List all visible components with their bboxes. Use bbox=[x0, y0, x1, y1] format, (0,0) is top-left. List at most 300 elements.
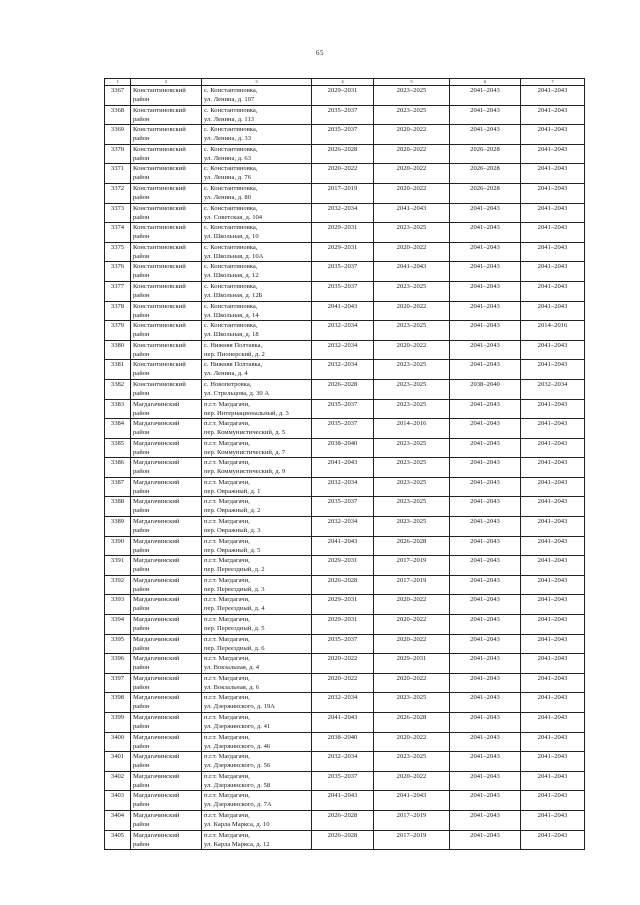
address-line: п.г.т. Магдагачи, bbox=[204, 811, 250, 819]
address-line: пер. Переездный, д. 5 bbox=[204, 625, 265, 633]
address-cell bbox=[202, 477, 312, 497]
period-column-7-cell: 2041–2043 bbox=[521, 497, 585, 517]
district-cell bbox=[131, 125, 202, 145]
table-row bbox=[105, 379, 585, 399]
table-row bbox=[105, 595, 585, 615]
row-number-cell: 3401 bbox=[105, 752, 131, 772]
address-line: ул. Ленина, д. 113 bbox=[204, 115, 255, 123]
district-line: район bbox=[133, 448, 150, 456]
address-cell bbox=[202, 536, 312, 556]
address-line: п.г.т. Магдагачи, bbox=[204, 596, 250, 604]
district-line: район bbox=[133, 233, 150, 241]
table-row bbox=[105, 458, 585, 478]
row-number-cell: 3379 bbox=[105, 321, 131, 341]
district-cell bbox=[131, 556, 202, 576]
address-cell bbox=[202, 242, 312, 262]
district-line: район bbox=[133, 644, 150, 652]
district-cell bbox=[131, 105, 202, 125]
district-cell bbox=[131, 360, 202, 380]
table-row bbox=[105, 634, 585, 654]
period-column-4-cell: 2020–2022 bbox=[312, 673, 374, 693]
address-line: ул. Ленина, д. 33 bbox=[204, 135, 252, 143]
district-line: Магдагачинский bbox=[133, 714, 180, 721]
period-column-7-cell: 2041–2043 bbox=[521, 223, 585, 243]
period-column-6-cell: 2041–2043 bbox=[450, 575, 521, 595]
period-column-6-cell: 2041–2043 bbox=[450, 497, 521, 517]
address-line: с. Константиновка, bbox=[204, 184, 258, 192]
district-cell bbox=[131, 791, 202, 811]
period-column-4-cell: 2029–2031 bbox=[312, 615, 374, 635]
row-number-cell: 3382 bbox=[105, 379, 131, 399]
district-cell bbox=[131, 419, 202, 439]
district-line: Константиновский bbox=[133, 224, 186, 232]
period-column-5-cell: 2041–2043 bbox=[374, 203, 450, 223]
address-cell bbox=[202, 262, 312, 282]
address-line: с. Нижняя Полтавка, bbox=[204, 341, 263, 349]
period-column-6-cell: 2041–2043 bbox=[450, 223, 521, 243]
district-line: Константиновский bbox=[133, 165, 186, 173]
period-column-4-cell: 2035–2037 bbox=[312, 399, 374, 419]
address-cell bbox=[202, 673, 312, 693]
period-column-4-cell: 2032–2034 bbox=[312, 693, 374, 713]
address-cell bbox=[202, 810, 312, 830]
period-column-6-cell: 2041–2043 bbox=[450, 595, 521, 615]
period-column-7-cell: 2041–2043 bbox=[521, 830, 585, 850]
period-column-6-cell: 2041–2043 bbox=[450, 438, 521, 458]
table-row bbox=[105, 654, 585, 674]
district-cell bbox=[131, 810, 202, 830]
district-line: Магдагачинский bbox=[133, 478, 180, 486]
period-column-5-cell: 2023–2025 bbox=[374, 438, 450, 458]
period-column-5-cell: 2020–2022 bbox=[374, 242, 450, 262]
district-line: район bbox=[133, 154, 150, 162]
district-cell bbox=[131, 615, 202, 635]
address-line: с. Константиновка, bbox=[204, 126, 258, 134]
address-cell bbox=[202, 281, 312, 301]
address-cell bbox=[202, 360, 312, 380]
row-number-cell: 3396 bbox=[105, 654, 131, 674]
district-line: район bbox=[133, 487, 150, 495]
period-column-4-cell: 2020–2022 bbox=[312, 164, 374, 184]
district-line: Магдагачинский bbox=[133, 674, 180, 682]
district-cell bbox=[131, 458, 202, 478]
table-row bbox=[105, 125, 585, 145]
period-column-5-cell: 2026–2028 bbox=[374, 713, 450, 733]
period-column-7-cell: 2041–2043 bbox=[521, 654, 585, 674]
period-column-4-cell: 2032–2034 bbox=[312, 321, 374, 341]
table-row bbox=[105, 477, 585, 497]
district-line: Магдагачинский bbox=[133, 596, 180, 604]
address-line: п.г.т. Магдагачи, bbox=[204, 674, 250, 682]
district-cell bbox=[131, 517, 202, 537]
period-column-7-cell: 2041–2043 bbox=[521, 771, 585, 791]
district-line: Магдагачинский bbox=[133, 576, 180, 584]
district-cell bbox=[131, 340, 202, 360]
period-column-6-cell: 2041–2043 bbox=[450, 615, 521, 635]
district-line: Магдагачинский bbox=[133, 498, 180, 506]
row-number-cell: 3368 bbox=[105, 105, 131, 125]
period-column-6-cell: 2041–2043 bbox=[450, 654, 521, 674]
row-number-cell: 3380 bbox=[105, 340, 131, 360]
address-line: пер. Переездный, д. 2 bbox=[204, 566, 265, 574]
address-line: пер. Овражный, д. 5 bbox=[204, 546, 261, 554]
period-column-7-cell: 2041–2043 bbox=[521, 713, 585, 733]
period-column-4-cell: 2041–2043 bbox=[312, 791, 374, 811]
period-column-5-cell: 2023–2025 bbox=[374, 360, 450, 380]
period-column-6-cell: 2041–2043 bbox=[450, 693, 521, 713]
address-line: п.г.т. Магдагачи, bbox=[204, 420, 250, 428]
period-column-7-cell: 2041–2043 bbox=[521, 810, 585, 830]
address-line: с. Константиновка, bbox=[204, 106, 258, 114]
address-line: пер. Пионерский, д. 2 bbox=[204, 350, 265, 358]
address-line: п.г.т. Магдагачи, bbox=[204, 772, 250, 780]
district-line: Магдагачинский bbox=[133, 420, 180, 428]
period-column-7-cell: 2041–2043 bbox=[521, 183, 585, 203]
district-line: район bbox=[133, 96, 150, 103]
district-line: Магдагачинский bbox=[133, 792, 180, 800]
district-line: Константиновский bbox=[133, 126, 186, 134]
address-line: с. Константиновка, bbox=[204, 145, 258, 153]
period-column-6-cell: 2026–2028 bbox=[450, 183, 521, 203]
district-line: Константиновский bbox=[133, 204, 186, 212]
table-row bbox=[105, 360, 585, 380]
table-row bbox=[105, 791, 585, 811]
period-column-6-cell: 2041–2043 bbox=[450, 262, 521, 282]
period-column-5-cell: 2023–2025 bbox=[374, 458, 450, 478]
district-line: район bbox=[133, 820, 150, 828]
period-column-5-cell: 2023–2025 bbox=[374, 223, 450, 243]
period-column-5-cell: 2041–2043 bbox=[374, 262, 450, 282]
address-line: п.г.т. Магдагачи, bbox=[204, 537, 250, 545]
address-cell bbox=[202, 615, 312, 635]
district-line: район bbox=[133, 174, 150, 182]
district-cell bbox=[131, 301, 202, 321]
period-column-4-cell: 2032–2034 bbox=[312, 517, 374, 537]
period-column-6-cell: 2041–2043 bbox=[450, 203, 521, 223]
address-line: с. Нижняя Полтавка, bbox=[204, 361, 263, 369]
period-column-4-cell: 2041–2043 bbox=[312, 536, 374, 556]
period-column-6-cell: 2041–2043 bbox=[450, 458, 521, 478]
address-cell bbox=[202, 497, 312, 517]
district-cell bbox=[131, 497, 202, 517]
row-number-cell: 3387 bbox=[105, 477, 131, 497]
address-line: ул. Дзержинского, д. 46 bbox=[204, 742, 271, 750]
row-number-cell: 3371 bbox=[105, 164, 131, 184]
address-cell bbox=[202, 732, 312, 752]
row-number-cell: 3405 bbox=[105, 830, 131, 850]
table-row bbox=[105, 438, 585, 458]
table-row bbox=[105, 810, 585, 830]
district-line: район bbox=[133, 585, 150, 593]
row-number-cell: 3378 bbox=[105, 301, 131, 321]
address-line: п.г.т. Магдагачи, bbox=[204, 518, 250, 526]
address-cell bbox=[202, 379, 312, 399]
district-cell bbox=[131, 321, 202, 341]
district-line: Константиновский bbox=[133, 322, 186, 330]
district-line: район bbox=[133, 723, 150, 730]
district-line: Константиновский bbox=[133, 106, 186, 114]
district-line: район bbox=[133, 742, 150, 750]
period-column-7-cell: 2041–2043 bbox=[521, 595, 585, 615]
district-line: Константиновский bbox=[133, 302, 186, 310]
district-line: Магдагачинский bbox=[133, 537, 180, 545]
table-row bbox=[105, 242, 585, 262]
row-number-cell: 3384 bbox=[105, 419, 131, 439]
district-line: район bbox=[133, 605, 150, 613]
row-number-cell: 3374 bbox=[105, 223, 131, 243]
address-line: с. Новопетровка, bbox=[204, 380, 252, 388]
district-line: Константиновский bbox=[133, 282, 186, 290]
period-column-5-cell: 2023–2025 bbox=[374, 399, 450, 419]
period-column-7-cell: 2041–2043 bbox=[521, 752, 585, 772]
table-row bbox=[105, 830, 585, 850]
period-column-4-cell: 2035–2037 bbox=[312, 125, 374, 145]
period-column-4-cell: 2041–2043 bbox=[312, 458, 374, 478]
district-line: район bbox=[133, 252, 150, 260]
period-column-6-cell: 2041–2043 bbox=[450, 125, 521, 145]
district-line: район bbox=[133, 840, 150, 848]
district-line: Магдагачинский bbox=[133, 694, 180, 702]
district-cell bbox=[131, 673, 202, 693]
address-line: ул. Ленина, д. 80 bbox=[204, 193, 252, 201]
address-line: ул. Ленина, д. 107 bbox=[204, 96, 255, 103]
period-column-7-cell: 2032–2034 bbox=[521, 379, 585, 399]
district-line: район bbox=[133, 546, 150, 554]
table-row bbox=[105, 399, 585, 419]
address-line: п.г.т. Магдагачи, bbox=[204, 733, 250, 741]
district-cell bbox=[131, 575, 202, 595]
period-column-5-cell: 2020–2022 bbox=[374, 673, 450, 693]
district-line: район bbox=[133, 193, 150, 201]
table-row bbox=[105, 223, 585, 243]
address-cell bbox=[202, 771, 312, 791]
period-column-5-cell: 2023–2025 bbox=[374, 517, 450, 537]
period-column-6-cell: 2041–2043 bbox=[450, 752, 521, 772]
table-row bbox=[105, 536, 585, 556]
district-cell bbox=[131, 536, 202, 556]
table-row bbox=[105, 86, 585, 106]
district-cell bbox=[131, 752, 202, 772]
row-number-cell: 3372 bbox=[105, 183, 131, 203]
address-cell bbox=[202, 340, 312, 360]
address-line: п.г.т. Магдагачи, bbox=[204, 557, 250, 565]
address-line: ул. Карла Маркса, д. 12 bbox=[204, 840, 270, 848]
address-line: п.г.т. Магдагачи, bbox=[204, 439, 250, 447]
table-row bbox=[105, 203, 585, 223]
period-column-4-cell: 2035–2037 bbox=[312, 771, 374, 791]
district-line: район bbox=[133, 801, 150, 809]
table-row bbox=[105, 340, 585, 360]
period-column-6-cell: 2041–2043 bbox=[450, 419, 521, 439]
address-line: пер. Переездный, д. 3 bbox=[204, 585, 265, 593]
period-column-5-cell: 2020–2022 bbox=[374, 183, 450, 203]
address-line: с. Константиновка, bbox=[204, 224, 258, 232]
district-line: Магдагачинский bbox=[133, 518, 180, 526]
address-line: п.г.т. Магдагачи, bbox=[204, 792, 250, 800]
period-column-7-cell: 2041–2043 bbox=[521, 615, 585, 635]
address-cell bbox=[202, 634, 312, 654]
table-row bbox=[105, 164, 585, 184]
address-line: ул. Дзержинского, д. 19А bbox=[204, 703, 275, 711]
row-number-cell: 3367 bbox=[105, 86, 131, 106]
address-cell bbox=[202, 399, 312, 419]
district-line: район bbox=[133, 350, 150, 358]
address-cell bbox=[202, 713, 312, 733]
period-column-7-cell: 2041–2043 bbox=[521, 301, 585, 321]
address-line: ул. Дзержинского, д. 41 bbox=[204, 723, 271, 730]
table-row bbox=[105, 144, 585, 164]
address-cell bbox=[202, 321, 312, 341]
district-line: Магдагачинский bbox=[133, 811, 180, 819]
address-cell bbox=[202, 144, 312, 164]
period-column-6-cell: 2041–2043 bbox=[450, 477, 521, 497]
column-number: 5 bbox=[374, 79, 450, 86]
row-number-cell: 3393 bbox=[105, 595, 131, 615]
row-number-cell: 3403 bbox=[105, 791, 131, 811]
period-column-4-cell: 2029–2031 bbox=[312, 86, 374, 106]
period-column-5-cell: 2020–2022 bbox=[374, 732, 450, 752]
period-column-4-cell: 2032–2034 bbox=[312, 477, 374, 497]
district-cell bbox=[131, 281, 202, 301]
period-column-5-cell: 2020–2022 bbox=[374, 771, 450, 791]
period-column-7-cell: 2041–2043 bbox=[521, 732, 585, 752]
period-column-4-cell: 2029–2031 bbox=[312, 595, 374, 615]
period-column-4-cell: 2032–2034 bbox=[312, 360, 374, 380]
address-cell bbox=[202, 654, 312, 674]
address-cell bbox=[202, 517, 312, 537]
district-line: Магдагачинский bbox=[133, 733, 180, 741]
period-column-4-cell: 2026–2028 bbox=[312, 144, 374, 164]
period-column-4-cell: 2026–2028 bbox=[312, 575, 374, 595]
period-column-4-cell: 2017–2019 bbox=[312, 183, 374, 203]
period-column-7-cell: 2041–2043 bbox=[521, 360, 585, 380]
period-column-5-cell: 2014–2016 bbox=[374, 419, 450, 439]
district-line: Константиновский bbox=[133, 145, 186, 153]
address-cell bbox=[202, 301, 312, 321]
table-row bbox=[105, 771, 585, 791]
address-cell bbox=[202, 791, 312, 811]
district-line: район bbox=[133, 664, 150, 672]
table-row bbox=[105, 713, 585, 733]
address-line: пер. Овражный, д. 2 bbox=[204, 507, 261, 515]
housing-repair-schedule-table bbox=[104, 78, 585, 850]
table-row bbox=[105, 262, 585, 282]
period-column-5-cell: 2020–2022 bbox=[374, 301, 450, 321]
district-line: Магдагачинский bbox=[133, 635, 180, 643]
address-line: п.г.т. Магдагачи, bbox=[204, 655, 250, 663]
row-number-cell: 3395 bbox=[105, 634, 131, 654]
period-column-4-cell: 2029–2031 bbox=[312, 242, 374, 262]
period-column-4-cell: 2029–2031 bbox=[312, 223, 374, 243]
table-row bbox=[105, 419, 585, 439]
table-row bbox=[105, 517, 585, 537]
period-column-6-cell: 2041–2043 bbox=[450, 771, 521, 791]
period-column-6-cell: 2041–2043 bbox=[450, 713, 521, 733]
district-cell bbox=[131, 830, 202, 850]
column-number: 7 bbox=[521, 79, 585, 86]
table-row bbox=[105, 183, 585, 203]
district-cell bbox=[131, 164, 202, 184]
district-line: Магдагачинский bbox=[133, 772, 180, 780]
row-number-cell: 3381 bbox=[105, 360, 131, 380]
district-line: район bbox=[133, 703, 150, 711]
period-column-6-cell: 2038–2040 bbox=[450, 379, 521, 399]
address-cell bbox=[202, 86, 312, 106]
period-column-5-cell: 2026–2028 bbox=[374, 536, 450, 556]
table-row bbox=[105, 105, 585, 125]
period-column-6-cell: 2041–2043 bbox=[450, 360, 521, 380]
period-column-5-cell: 2023–2025 bbox=[374, 321, 450, 341]
district-line: Константиновский bbox=[133, 341, 186, 349]
district-cell bbox=[131, 242, 202, 262]
row-number-cell: 3404 bbox=[105, 810, 131, 830]
address-line: с. Константиновка, bbox=[204, 204, 258, 212]
address-cell bbox=[202, 693, 312, 713]
district-cell bbox=[131, 86, 202, 106]
district-line: район bbox=[133, 272, 150, 280]
address-cell bbox=[202, 556, 312, 576]
district-cell bbox=[131, 732, 202, 752]
period-column-6-cell: 2041–2043 bbox=[450, 830, 521, 850]
row-number-cell: 3386 bbox=[105, 458, 131, 478]
period-column-5-cell: 2023–2025 bbox=[374, 693, 450, 713]
period-column-7-cell: 2041–2043 bbox=[521, 203, 585, 223]
district-line: район bbox=[133, 527, 150, 535]
period-column-4-cell: 2038–2040 bbox=[312, 732, 374, 752]
address-line: пер. Интернациональный, д. 3 bbox=[204, 409, 289, 417]
district-cell bbox=[131, 223, 202, 243]
address-line: пер. Коммунистический, д. 7 bbox=[204, 448, 286, 456]
district-cell bbox=[131, 693, 202, 713]
period-column-6-cell: 2041–2043 bbox=[450, 634, 521, 654]
table-row bbox=[105, 321, 585, 341]
address-line: п.г.т. Магдагачи, bbox=[204, 714, 250, 721]
period-column-7-cell: 2041–2043 bbox=[521, 419, 585, 439]
address-line: с. Константиновка, bbox=[204, 282, 258, 290]
period-column-6-cell: 2041–2043 bbox=[450, 399, 521, 419]
period-column-6-cell: 2041–2043 bbox=[450, 536, 521, 556]
row-number-cell: 3388 bbox=[105, 497, 131, 517]
district-line: Константиновский bbox=[133, 87, 186, 94]
period-column-5-cell: 2041–2043 bbox=[374, 791, 450, 811]
address-line: ул. Вокзальная, д. 4 bbox=[204, 664, 260, 672]
district-line: Магдагачинский bbox=[133, 557, 180, 565]
table-row bbox=[105, 752, 585, 772]
table-row bbox=[105, 301, 585, 321]
period-column-4-cell: 2041–2043 bbox=[312, 301, 374, 321]
period-column-7-cell: 2041–2043 bbox=[521, 164, 585, 184]
period-column-5-cell: 2020–2022 bbox=[374, 615, 450, 635]
district-line: Константиновский bbox=[133, 380, 186, 388]
district-line: район bbox=[133, 311, 150, 319]
period-column-7-cell: 2041–2043 bbox=[521, 791, 585, 811]
row-number-cell: 3377 bbox=[105, 281, 131, 301]
address-line: с. Константиновка, bbox=[204, 165, 258, 173]
row-number-cell: 3400 bbox=[105, 732, 131, 752]
period-column-6-cell: 2026–2028 bbox=[450, 164, 521, 184]
table-row bbox=[105, 556, 585, 576]
district-line: район bbox=[133, 213, 150, 221]
address-line: пер. Коммунистический, д. 9 bbox=[204, 468, 286, 476]
address-cell bbox=[202, 458, 312, 478]
period-column-5-cell: 2023–2025 bbox=[374, 379, 450, 399]
page-number: 65 bbox=[316, 49, 324, 57]
address-line: ул. Школьная, д. 12Б bbox=[204, 291, 263, 299]
district-cell bbox=[131, 654, 202, 674]
period-column-4-cell: 2041–2043 bbox=[312, 713, 374, 733]
address-line: ул. Школьная, д. 18 bbox=[204, 331, 259, 339]
district-cell bbox=[131, 634, 202, 654]
